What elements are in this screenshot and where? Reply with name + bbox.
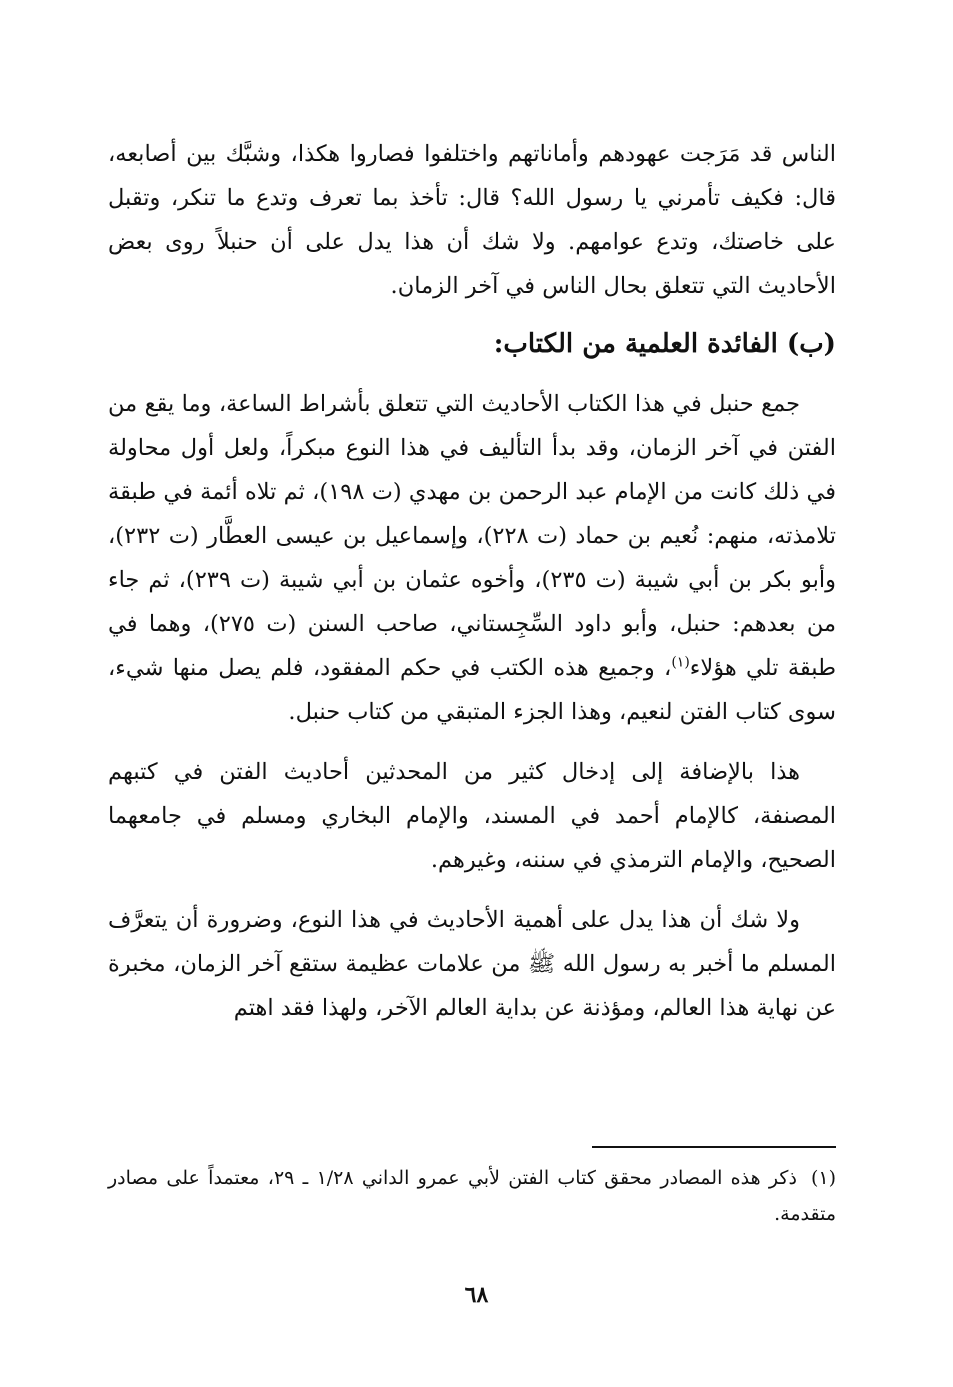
footnote-marker[interactable]: (١) <box>671 654 690 671</box>
paragraph-importance: ولا شك أن هذا يدل على أهمية الأحاديث في هذا النوع، وضرورة أن يتعرَّف المسلم ما أخبر به رسول الله ﷺ من علامات عظيمة ستقع آخر الزمان، مخبرة عن نهاية هذا العالم، ومؤذنة عن بداية العالم الآخر، ولهذا فقد اهتم <box>108 907 836 1021</box>
section-heading: (ب) الفائدة العلمية من الكتاب: <box>493 329 836 359</box>
footnote-number: (١) <box>810 1167 836 1189</box>
paragraph-intro: الناس قد مَرَجت عهودهم وأماناتهم واختلفوا فصاروا هكذا، وشبَّك بين أصابعه، قال: فكيف تأمرني يا رسول الله؟ قال: تأخذ بما تعرف وتدع ما تنكر، وتقبل على خاصتك، وتدع عوامهم. ولا شك أن هذا يدل على أن حنبلاً روى بعض الأحاديث التي تتعلق بحال الناس في آخر الزمان. <box>108 141 836 299</box>
paragraph-text: جمع حنبل في هذا الكتاب الأحاديث التي تتعلق بأشراط الساعة، وما يقع من الفتن في آخر الزمان، وقد بدأ التأليف في هذا النوع مبكراً، ولعل أول محاولة في ذلك كانت من الإمام عبد الرحمن بن مهدي (ت ١٩٨)، ثم تلاه أئمة في طبقة تلامذته، منهم: نُعيم بن حماد (ت ٢٢٨)، وإسماعيل بن عيسى العطَّار (ت ٢٣٢)، وأبو بكر بن أبي شيبة (ت ٢٣٥)، وأخوه عثمان بن أبي شيبة (ت ٢٣٩)، ثم جاء من بعدهم: حنبل، وأبو داود السِّجِستاني، صاحب السنن (ت ٢٧٥)، وهما في طبقة تلي هؤلاء <box>108 391 836 681</box>
footnote-divider <box>592 1146 836 1148</box>
footnote-text: ذكر هذه المصادر محقق كتاب الفتن لأبي عمرو الداني ١/٢٨ ـ ٢٩، معتمداً على مصادر متقدمة. <box>108 1167 836 1225</box>
page-body <box>108 132 836 1030</box>
footnote-item <box>108 1160 836 1232</box>
paragraph-hadith-collections: هذا بالإضافة إلى إدخال كثير من المحدثين أحاديث الفتن في كتبهم المصنفة، كالإمام أحمد في المسند، والإمام البخاري ومسلم في جامعهما الصحيح، والإمام الترمذي في سننه، وغيرهم. <box>108 759 836 873</box>
footnotes <box>108 1160 836 1232</box>
paragraph-scholarly-benefit <box>108 382 836 734</box>
paragraph-text: ، وجميع هذه الكتب في حكم المفقود، فلم يصل منها شيء، سوى كتاب الفتن لنعيم، وهذا الجزء المتبقي من كتاب حنبل. <box>108 655 836 725</box>
page-number: ٦٨ <box>464 1282 489 1308</box>
